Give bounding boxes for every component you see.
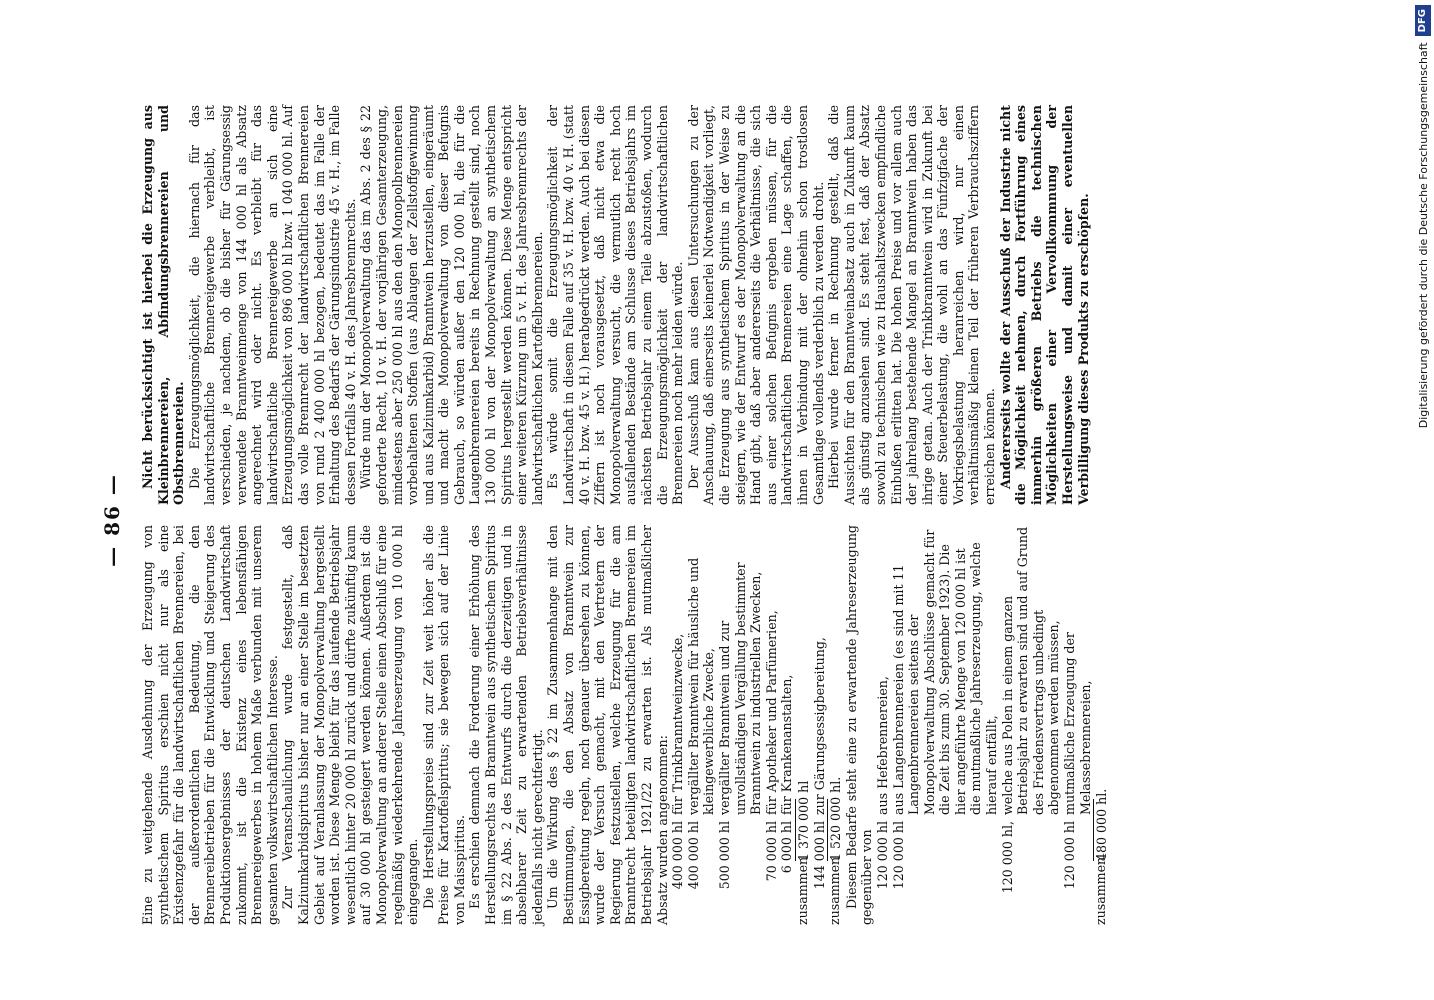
total-label: zusammen [1093, 856, 1109, 925]
list-item [812, 525, 828, 925]
list-item [1000, 525, 1062, 925]
subtotal-value: 1 370 000 hl [795, 780, 811, 861]
paragraph: Diesem Bedarfe steht eine zu erwartende Jahreserzeugung gegenüber von [843, 525, 875, 925]
paragraph: Es würde somit die Erzeugungsmöglichkeit der Landwirtschaft in diesem Falle auf 35 v. H. bzw. 40 v. H. (statt 40 v. H. bzw. 45 v. H.) herabgedrückt werden. Auch bei diesen Ziffern ist noch vorausgesetzt, daß nicht etwa die Monopolverwaltung versucht, die vermutlich recht hoch ausfallenden Bestände am Schlusse dieses Betriebsjahrs im nächsten Betriebsjahr zu einem Teile abzustoßen, wodurch die Erzeugungsmöglichkeit der landwirtschaftlichen Brennereien noch mehr leiden würde. [545, 105, 686, 505]
amount: 400 000 hl [670, 821, 686, 890]
paragraph: Zur Veranschaulichung wurde festgestellt, daß Kalziumkarbidspiritus bisher nur an einer Stelle im besetzten Gebiet auf Veranlassung der Monopolverwaltung hergestellt worden ist. Diese Menge bleibt für das laufende Betriebsjahr wesentlich hinter 20 000 hl zurück und dürfte zukünftig kaum auf 30 000 hl gesteigert werden können. Außerdem ist die Monopolverwaltung an anderer Stelle einen Abschluß für eine regelmäßig wiederkehrende Jahreserzeugung von 10 000 hl eingegangen. [280, 525, 421, 925]
document-page [90, 90, 1330, 950]
amount: 120 000 hl [890, 821, 906, 890]
subtotal-label: zusammen [794, 856, 810, 925]
digitization-text: Digitalisierung gefördert durch die Deutsche Forschungsgemeinschaft [1416, 42, 1430, 429]
description: aus Hefebrennereien, [874, 676, 890, 815]
list-item [717, 525, 764, 925]
description: für Apotheker und Parfümerien, [763, 610, 779, 815]
amount: 6 000 hl [779, 821, 795, 874]
consumption-list [670, 525, 795, 925]
amount: 70 000 hl [763, 821, 779, 882]
digitization-note [1410, 5, 1434, 995]
total-label: zusammen [827, 856, 843, 925]
description: für Krankenanstalten, [779, 674, 795, 815]
paragraph: Hierbei wurde ferner in Rechnung gestellt, daß die Aussichten für den Branntweinabsatz auch in Zukunft kaum als günstig anzusehen sind. Es steht fest, daß der Absatz sowohl zu technischen wie zu Haushaltszwecken empfindliche Einbußen erlitten hat. Die hohen Preise und vor allem auch der jahrelang bestehende Mangel an Branntwein haben das ihrige getan. Auch der Trinkbranntwein wird in Zukunft bei einer Steuerbelastung, die wohl an das Fünfzigfache der Vorkriegsbelastung heranreichen wird, nur einen verhältnismäßig kleinen Teil der früheren Verbrauchsziffern erreichen können. [826, 105, 998, 505]
description: vergällter Branntwein für häusliche und kleingewerbliche Zwecke, [685, 557, 717, 815]
description: vergällter Branntwein und zur unvollständigen Vergällung bestimmter Branntwein zu industriellen Zwecken, [716, 562, 764, 815]
description: für Trinkbranntweinzwecke, [670, 633, 686, 815]
list-item [670, 525, 686, 925]
description: aus Langenbrennereien (es sind mit 11 Langenbrennereien seitens der Monopolverwaltung Abschlüsse gemacht für die Zeit bis zum 30. September 1923). Die hier angeführte Menge von 120 000 hl ist die mutmaßliche Jahreserzeugung, welche hierauf entfällt, [890, 529, 1000, 815]
list-item [779, 525, 795, 925]
list-item [891, 525, 1000, 925]
left-column [140, 525, 1110, 925]
paragraph: Die Herstellungspreise sind zur Zeit weit höher als die Preise für Kartoffelspiritus; sie bewegen sich auf der Linie von Maisspiritus. [420, 525, 467, 925]
description: mutmaßliche Erzeugung der Melassebrennereien, [1062, 632, 1093, 815]
paragraph: Um die Wirkung des § 22 im Zusammenhange mit den Bestimmungen, die den Absatz von Branntwein zur Essigbereitung regeln, noch genauer übersehen zu können, wurde der Versuch gemacht, mit den Vertretern der Regierung festzustellen, welche Erzeugung für die am Branntrecht beteiligten landwirtschaftlichen Brennereien im Betriebsjahr 1921/22 zu erwarten ist. Als mutmaßlicher Absatz wurden angenommen: [545, 525, 670, 925]
paragraph: Die Erzeugungsmöglichkeit, die hiernach für das landwirtschaftliche Brennereigewerbe verbleibt, ist verschieden, je nachdem, ob die bisher für Gärungsessig verwendete Branntweinmenge von 144 000 hl als Absatz angerechnet wird oder nicht. Es verbleibt für das landwirtschaftliche Brennereigewerbe an sich eine Erzeugungsmöglichkeit von 896 000 hl bzw. 1 040 000 hl. Auf das volle Brennrecht der landwirtschaftlichen Brennereien von rund 2 400 000 hl bezogen, bedeutet das im Falle der Erhaltung des Bedarfs der Gärungsindustrie 45 v. H., im Falle dessen Fortfalls 40 v. H. des Jahresbrennrechts. [186, 105, 358, 505]
amount: 400 000 hl [685, 821, 701, 890]
list-item [764, 525, 780, 925]
amount: 120 000 hl, [999, 821, 1015, 894]
paragraph: Würde nun der Monopolverwaltung das im Abs. 2 des § 22 geforderte Recht, 10 v. H. der vorjährigen Gesamterzeugung, mindestens aber 250 000 hl aus den den Monopolbrennereien vorbehaltenen Stoffen (aus Ablaugen der Zellstoffgewinnung und aus Kalziumkarbid) Branntwein herzustellen, eingeräumt und macht die Monopolverwaltung von dieser Befugnis Gebrauch, so würden außer den 120 000 hl, die für die Laugenbrennereien bereits in Rechnung gestellt sind, noch 130 000 hl von der Monopolverwaltung an synthetischem Spiritus hergestellt werden können. Diese Menge entspricht einer weiteren Kürzung um 5 v. H. des Jahresbrennrechts der landwirtschaftlichen Kartoffelbrennereien. [358, 105, 545, 505]
list-item [1062, 525, 1093, 925]
paragraph: Es erschien demnach die Forderung einer Erhöhung des Herstellungsrechts an Branntwein aus synthetischem Spiritus im § 22 Abs. 2 des Entwurfs durch die derzeitigen und in absehbarer Zeit zu erwartenden Betriebsverhältnisse jedenfalls nicht gerechtfertigt. [467, 525, 545, 925]
right-column [140, 105, 1091, 505]
total-row [827, 525, 844, 925]
paragraph: Nicht berücksichtigt ist hierbei die Erzeugung aus Kleinbrennereien, Abfindungsbrennereien und Obstbrennereien. [140, 105, 187, 505]
description: zur Gärungsessigbereitung, [811, 637, 827, 815]
production-list [875, 525, 1093, 925]
paragraph: Der Ausschuß kam aus diesen Untersuchungen zu der Anschauung, daß einerseits keinerlei Notwendigkeit vorliegt, die Erzeugung aus synthetischem Spiritus in der Weise zu steigern, wie der Entwurf es der Monopolverwaltung an die Hand gibt, daß aber andererseits die Verhältnisse, die sich aus einer solchen Befugnis ergeben müssen, für die landwirtschaftlichen Brennereien eine Lage schaffen, die ihnen in Verbindung mit der ohnehin schon trostlosen Gesamtlage vollends verderblich zu werden droht. [685, 105, 826, 505]
amount: 500 000 hl [716, 821, 732, 890]
amount: 144 000 hl [811, 821, 827, 890]
description: welche aus Polen in einem ganzen Betriebsjahr zu erwarten sind und auf Grund des Friedensvertrags unbedingt abgenommen werden müssen, [999, 526, 1062, 815]
paragraph: Eine zu weitgehende Ausdehnung der Erzeugung von synthetischem Spiritus erschien nicht nur als eine Existenzgefahr für die landwirtschaftlichen Brennereien, bei der außerordentlichen Bedeutung, die den Brennereibetrieben für die Entwicklung und Steigerung des Produktionsergebnisses der deutschen Landwirtschaft zukommt, ist die Existenz eines lebensfähigen Brennereigewerbes in hohem Maße verbunden mit unserem gesamten volkswirtschaftlichen Interesse. [140, 525, 280, 925]
list-item [686, 525, 717, 925]
amount: 120 000 hl [1062, 821, 1078, 890]
amount: 120 000 hl [874, 821, 890, 890]
paragraph: Andererseits wollte der Ausschuß der Industrie nicht die Möglichkeit nehmen, durch Fortführung eines immerhin größeren Betriebs die technischen Möglichkeiten einer Vervollkommnung der Herstellungsweise und damit einer eventuellen Verbilligung dieses Produkts zu erschöpfen. [997, 105, 1091, 505]
total-value: 1 520 000 hl. [828, 776, 844, 861]
list-item [875, 525, 891, 925]
total-value: 480 000 hl. [1094, 788, 1110, 861]
page-number: — 86 — [100, 473, 124, 567]
subtotal-row [795, 525, 812, 925]
dfg-logo: DFG [1415, 5, 1431, 36]
total-row [1093, 525, 1110, 925]
